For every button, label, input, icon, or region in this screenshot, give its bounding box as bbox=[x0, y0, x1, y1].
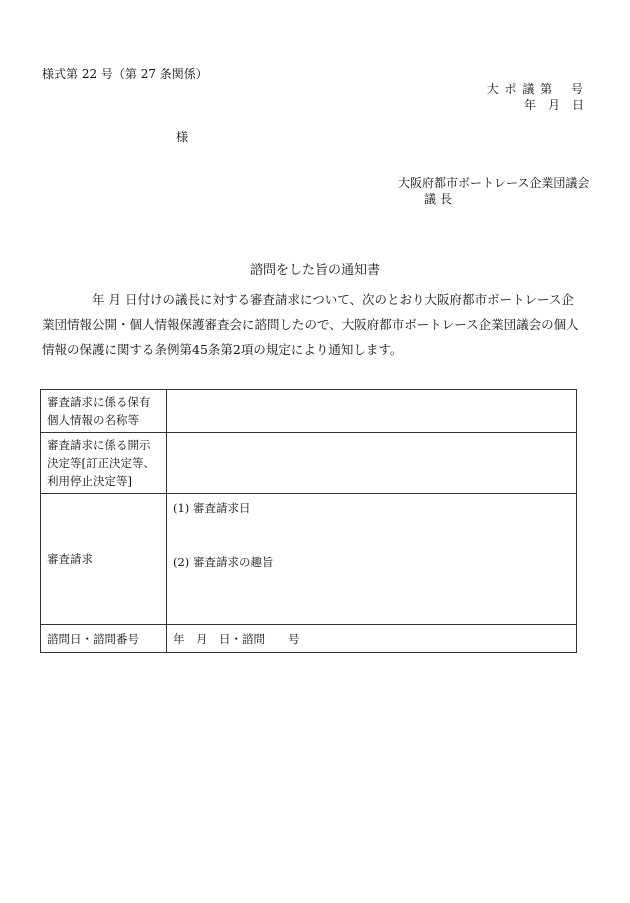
row-label-request: 審査請求 bbox=[41, 494, 167, 625]
form-number: 様式第 22 号（第 27 条関係） bbox=[42, 67, 208, 81]
row-value-disclosure-decision bbox=[167, 433, 577, 494]
row-value-inquiry: 年 月 日・諮問 号 bbox=[167, 625, 577, 653]
row-label-info-name: 審査請求に係る保有個人情報の名称等 bbox=[41, 390, 167, 433]
document-title: 諮問をした旨の通知書 bbox=[249, 263, 380, 278]
form-table bbox=[40, 389, 577, 653]
document-number: 大 ポ 議 第 号 bbox=[486, 82, 584, 96]
request-date-item: (1) 審査請求日 bbox=[173, 501, 251, 515]
sender-title: 議 長 bbox=[424, 192, 452, 206]
row-value-info-name bbox=[167, 390, 577, 433]
request-purpose-item: (2) 審査請求の趣旨 bbox=[173, 555, 274, 569]
table-row bbox=[41, 625, 577, 653]
table-row bbox=[41, 433, 577, 494]
row-label-inquiry: 諮問日・諮問番号 bbox=[41, 625, 167, 653]
addressee: 様 bbox=[176, 130, 189, 144]
row-label-disclosure-decision: 審査請求に係る開示決定等[訂正決定等、利用停止決定等] bbox=[41, 433, 167, 494]
row-value-request bbox=[167, 494, 577, 625]
body-text: 年 月 日付けの議長に対する審査請求について、次のとおり大阪府都市ボートレース企業団情報公開・個人情報保護審査会に諮問したので、大阪府都市ボートレース企業団議会の個人情報の保護に関する条例第45条第2項の規定により通知します。 bbox=[42, 292, 579, 357]
table-row bbox=[41, 390, 577, 433]
issue-date: 年 月 日 bbox=[523, 98, 584, 112]
table-row bbox=[41, 494, 577, 625]
sender-organization: 大阪府都市ボートレース企業団議会 bbox=[398, 176, 590, 190]
